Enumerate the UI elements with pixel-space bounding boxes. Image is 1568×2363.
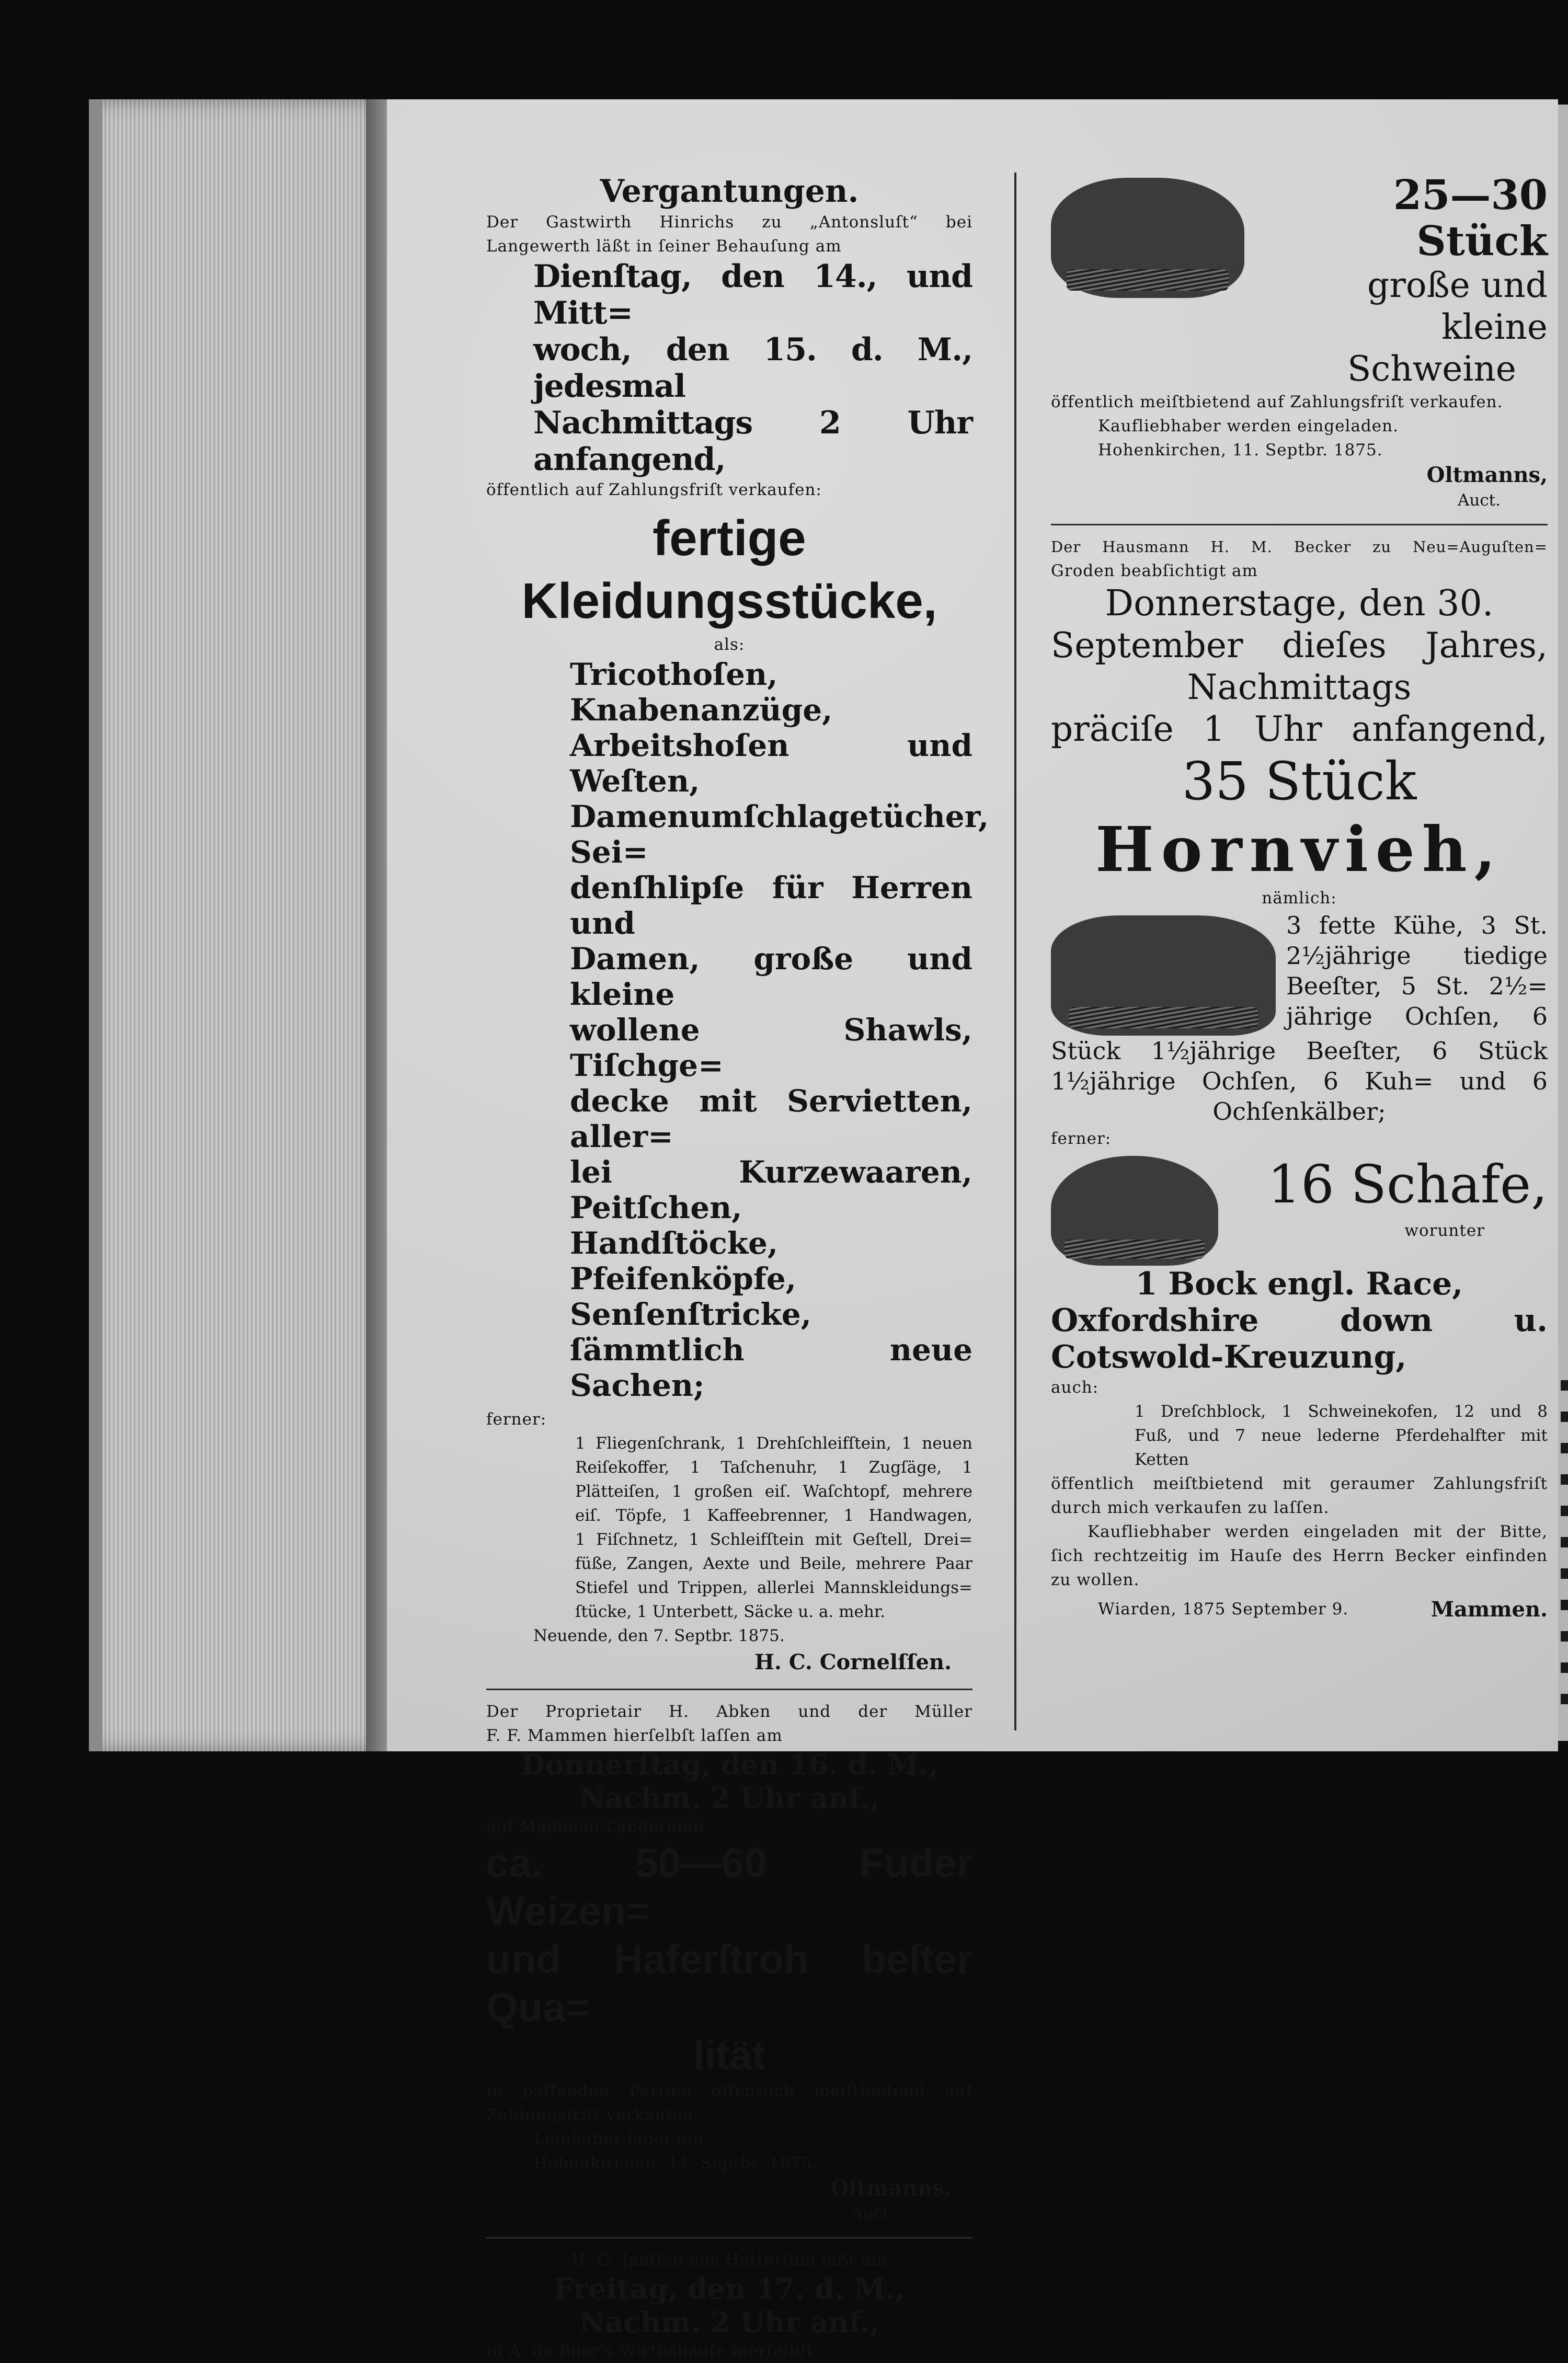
- ad-more-line: füße, Zangen, Aexte und Beile, mehrere Paar: [575, 1554, 972, 1573]
- ad-buyers-line: zu wollen.: [1051, 1570, 1140, 1589]
- ad-public-sale-line: öffentlich auf Zahlungsfriſt verkaufen:: [486, 480, 822, 499]
- ad-extra-line: Ketten: [1135, 1450, 1189, 1469]
- ad-item-line: Senſenſtricke, ſämmtlich neue: [570, 1297, 972, 1368]
- ad-buyers-line: Kaufliebhaber werden eingeladen.: [1098, 417, 1399, 435]
- ad-date-line: Donnerſtag, den 16. d. M.,: [520, 1748, 938, 1781]
- next-page-text-bleed: [1561, 1380, 1568, 1704]
- ad-signature: Oltmanns,: [1426, 463, 1548, 487]
- ad-signature: Oltmanns,: [830, 2176, 952, 2200]
- ad-item-line: Sachen;: [570, 1368, 705, 1403]
- ad-extra-items: [1051, 1400, 1548, 1472]
- ad-item-line: denſhlipſe für Herren und: [570, 870, 972, 941]
- ad-ferner-label: ferner:: [1051, 1129, 1112, 1148]
- ad-intro-line: H. G. Janſſen aus Hatterſum läßt am: [571, 2251, 888, 2269]
- ad-more-line: Plätteiſen, 1 großen eiſ. Waſchtopf, mehrere: [575, 1482, 972, 1501]
- ad-intro-line: Groden beabſichtigt am: [1051, 561, 1258, 580]
- ad-antonslust: [486, 173, 989, 1677]
- ad-place-date: Wiarden, 1875 September 9.: [1098, 1600, 1349, 1619]
- ad-janssen: [486, 2248, 972, 2363]
- column-divider: [1014, 173, 1016, 1730]
- ad-buyers-line: Liebhaber ladet ein: [533, 2130, 704, 2149]
- ad-item-line: Tricothoſen, Knabenanzüge,: [570, 657, 833, 728]
- ad-place-date: Hohenkirchen, 11. Septbr. 1875.: [533, 2154, 818, 2173]
- ad-signature-title: Auct.: [1457, 491, 1501, 510]
- ad-buyers-line: Kaufliebhaber werden eingeladen mit der Bitte,: [1088, 1522, 1548, 1541]
- ad-date-line: präciſe 1 Uhr anfangend,: [1051, 709, 1548, 749]
- ad-separator: [1051, 524, 1548, 525]
- cattle-illustration: [1051, 915, 1276, 1036]
- ad-date-line: Freitag, den 17. d. M.,: [554, 2272, 905, 2305]
- ad-separator: [486, 2237, 972, 2239]
- ad-cattle-line: 2½jährige tiedige: [1286, 942, 1548, 970]
- ad-animal-count: 35 Stück: [1182, 751, 1417, 812]
- sheep-illustration: [1051, 1156, 1218, 1266]
- ad-extra-line: 1 Dreſchblock, 1 Schweinekofen, 12 und 8: [1135, 1402, 1548, 1421]
- ad-item-line: wollene Shawls, Tiſchge=: [570, 1012, 972, 1083]
- ad-more-line: ſtücke, 1 Unterbett, Säcke u. a. mehr.: [575, 1602, 886, 1621]
- ad-separator: [486, 1689, 972, 1690]
- ad-buyers-line: ſich rechtzeitig im Hauſe des Herrn Becker einfinden: [1051, 1546, 1548, 1565]
- ad-place-date: Hohenkirchen, 11. Septbr. 1875.: [1098, 441, 1383, 460]
- ad-intro-line: Der Hausmann H. M. Becker zu Neu=Auguſten=: [1051, 538, 1548, 556]
- ad-date-line: Nachmittags: [1187, 667, 1412, 707]
- newspaper-page: [387, 99, 1558, 2360]
- left-column: [486, 173, 989, 2363]
- ad-goods-line: und Haferſtroh beſter Qua=: [486, 1936, 972, 2030]
- ad-cattle-line: jährige Ochſen, 6: [1286, 1002, 1548, 1030]
- ad-more-line: 1 Fliegenſchrank, 1 Drehſchleifſtein, 1 neuen: [575, 1434, 972, 1453]
- ad-date-line: Nachm. 2 Uhr anf.,: [579, 2305, 880, 2339]
- ad-heading: Vergantungen.: [600, 173, 859, 210]
- ad-item-line: lei Kurzewaaren, Peitſchen,: [570, 1154, 972, 1225]
- ad-more-line: Reiſekoffer, 1 Taſchenuhr, 1 Zugſäge, 1: [575, 1458, 972, 1477]
- ad-pigs: [1051, 173, 1548, 512]
- ad-naemlich-label: nämlich:: [1262, 889, 1337, 908]
- ad-more-line: 1 Fiſchnetz, 1 Schleifſtein mit Geſtell, Drei=: [575, 1530, 972, 1549]
- ad-title-line: 25—30 Stück: [1393, 171, 1548, 265]
- ad-signature: Mammen.: [1430, 1597, 1548, 1622]
- ad-title-line: Schweine: [1347, 349, 1516, 389]
- ad-title-line: große und kleine: [1367, 265, 1548, 347]
- ad-cattle-line: Stück 1½jährige Beeſter, 6 Stück: [1051, 1037, 1548, 1065]
- ad-ferner-label: ferner:: [486, 1410, 547, 1429]
- ad-goods-line: lität: [693, 2032, 766, 2078]
- ad-more-line: Stiefel und Trippen, allerlei Mannskleidungs=: [575, 1578, 972, 1597]
- ad-sale-line: öffentlich meiſtbietend auf Zahlungsfriſt verkaufen.: [1051, 393, 1503, 411]
- ad-more-line: eiſ. Töpfe, 1 Kaffeebrenner, 1 Handwagen,: [575, 1506, 972, 1525]
- ad-worunter-label: worunter: [1404, 1221, 1485, 1240]
- ad-date-line: Nachm. 2 Uhr anf.,: [579, 1781, 880, 1815]
- ad-breed-line: 1 Bock engl. Race,: [1135, 1266, 1463, 1302]
- ad-signature: H. C. Cornelſſen.: [754, 1650, 952, 1674]
- ad-breed-line: Cotswold-Kreuzung,: [1051, 1339, 1407, 1375]
- ad-date-line: woch, den 15. d. M., jedesmal: [533, 331, 972, 405]
- ad-goods-title: fertige Kleidungsstücke,: [521, 510, 937, 629]
- ad-more-items: [486, 1431, 972, 1624]
- ad-intro-line: Der Proprietair H. Abken und der Müller: [486, 1702, 972, 1721]
- ad-intro-line: Langewerth läßt in ſeiner Behauſung am: [486, 237, 842, 256]
- ad-item-line: Damenumſchlagetücher, Sei=: [570, 799, 989, 870]
- ad-sale-line: öffentlich meiſtbietend mit geraumer Zahlungsfriſt: [1051, 1474, 1548, 1493]
- pig-illustration: [1051, 178, 1244, 298]
- ad-cattle-line: 3 fette Kühe, 3 St.: [1286, 911, 1548, 939]
- ad-sheep-title: 16 Schafe,: [1267, 1154, 1548, 1215]
- book-page-edges: [89, 99, 395, 1751]
- ad-intro-line: F. F. Mammen hierſelbſt laſſen am: [486, 1726, 783, 1745]
- ad-place-date: Neuende, den 7. Septbr. 1875.: [533, 1626, 785, 1645]
- ad-cattle-line: 1½jährige Ochſen, 6 Kuh= und 6: [1051, 1067, 1548, 1095]
- ad-date-line: Donnerstage, den 30.: [1105, 583, 1494, 624]
- ad-becker-livestock: [1051, 535, 1548, 1624]
- ad-cattle-line: Ochſenkälber;: [1212, 1097, 1386, 1126]
- ad-place-line: auf Mammen Ländereien: [486, 1817, 704, 1836]
- ad-signature-title: Auct.: [851, 2204, 894, 2223]
- ad-auch-label: auch:: [1051, 1378, 1099, 1397]
- ad-als-label: als:: [714, 635, 745, 654]
- ad-mammen-straw: [486, 1700, 972, 2226]
- ad-goods-line: ca. 50—60 Fuder Weizen=: [486, 1840, 972, 1934]
- ad-items-block: [486, 657, 989, 1403]
- ad-sale-line: Zahlungsfriſt verkaufen.: [486, 2106, 700, 2125]
- ad-item-line: Arbeitshoſen und Weſten,: [570, 728, 972, 799]
- ad-item-line: decke mit Servietten, aller=: [570, 1083, 972, 1154]
- ad-date-line: Nachmittags 2 Uhr anfangend,: [533, 405, 972, 478]
- ad-sale-line: in paſſenden Partien öffentlich meiſtbietend auf: [486, 2082, 972, 2101]
- ad-intro-line: Der Gastwirth Hinrichs zu „Antonsluſt“ bei: [486, 213, 972, 232]
- ad-date-line: Dienſtag, den 14., und Mitt=: [533, 258, 972, 331]
- ad-date-line: September dieſes Jahres,: [1051, 625, 1548, 666]
- ad-sale-line: durch mich verkaufen zu laſſen.: [1051, 1498, 1330, 1517]
- ad-breed-line: Oxfordshire down u.: [1051, 1302, 1548, 1339]
- ad-item-line: Handſtöcke, Pfeifenköpfe,: [570, 1225, 796, 1297]
- ad-extra-line: Fuß, und 7 neue lederne Pferdehalfter mit: [1135, 1426, 1548, 1445]
- right-column: [1051, 173, 1548, 1624]
- ad-place-line: in A. de Boer's Wirthshauſe hierſelbſt: [486, 2342, 814, 2360]
- ad-animal-title: Hornvieh,: [1095, 813, 1503, 886]
- ad-item-line: Damen, große und kleine: [570, 941, 972, 1012]
- ad-cattle-line: Beeſter, 5 St. 2½=: [1286, 972, 1548, 1000]
